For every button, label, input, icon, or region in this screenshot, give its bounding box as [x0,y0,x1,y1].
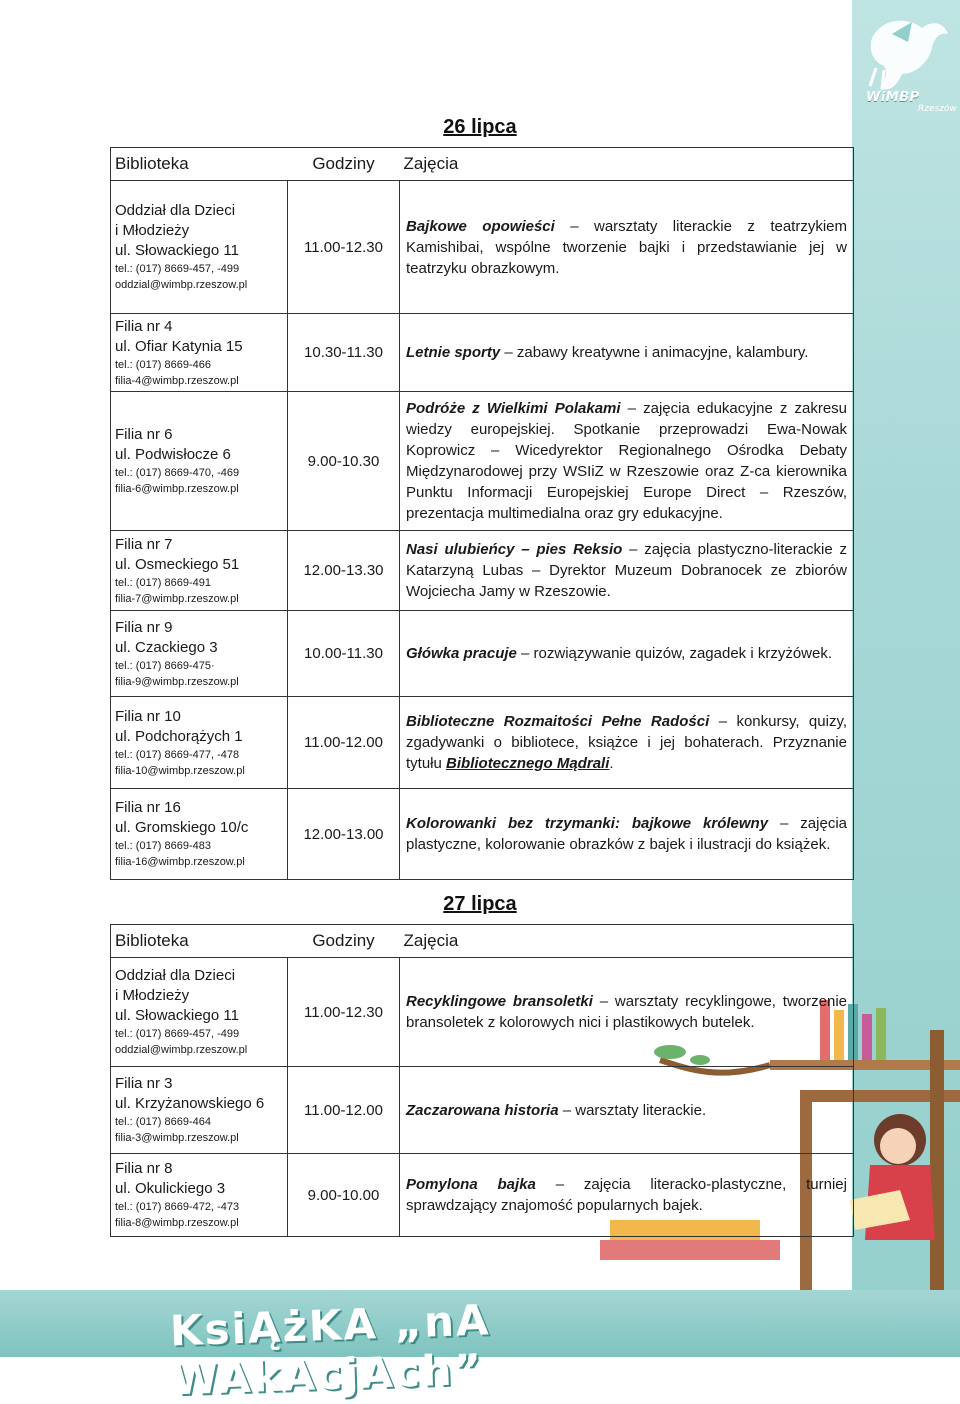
activity-title: Pomylona bajka [406,1176,536,1193]
library-email: filia-10@wimbp.rzeszow.pl [115,764,245,777]
hours-cell: 9.00-10.30 [288,392,400,531]
activity-title: Podróże z Wielkimi Polakami [406,400,621,417]
library-cell [111,789,288,880]
activity-desc: – zabawy kreatywne i animacyjne, kalambury. [500,344,809,361]
table-row [111,314,854,392]
library-email: filia-6@wimbp.rzeszow.pl [115,483,239,495]
library-name: Filia nr 4 [115,317,173,335]
activity-desc: – rozwiązywanie quizów, zagadek i krzyżówek. [516,645,833,662]
library-email: filia-16@wimbp.rzeszow.pl [115,856,245,868]
library-cell [111,697,288,789]
library-name: Oddział dla Dzieci [115,967,236,984]
library-cell [111,314,288,392]
table-row [111,181,854,314]
table-row [111,611,854,697]
activity-cell [400,958,854,1067]
table-row [111,789,854,880]
hours-cell: 11.00-12.00 [288,697,400,789]
header-activities: Zajęcia [400,925,854,958]
activity-cell [400,697,854,789]
activity-desc: – zajęcia literacko-plastyczne, turniej sprawdzający znajomość popularnych bajek. [406,1176,847,1214]
library-name: Filia nr 10 [115,707,181,725]
library-phone: tel.: (017) 8669-472, -473 [115,1201,240,1213]
library-name: Filia nr 3 [115,1075,173,1092]
library-email: filia-3@wimbp.rzeszow.pl [115,1132,239,1144]
library-cell [111,531,288,611]
library-address: ul. Gromskiego 10/c [115,819,249,836]
activity-desc: – warsztaty recyklingowe, tworzenie bransoletek z kolorowych nici i plastikowych butelek. [406,993,847,1031]
activity-desc: – warsztaty literackie z teatrzykiem Kamishibai, wspólne tworzenie bajki i przedstawianie jej w teatrzyku obrazkowym. [406,217,847,277]
activity-cell [400,531,854,611]
hours-cell: 12.00-13.30 [288,531,400,611]
header-hours: Godziny [288,148,400,181]
activity-title: Kolorowanki bez trzymanki: bajkowe królewny [406,815,769,832]
activity-cell [400,1067,854,1154]
table-row [111,392,854,531]
library-cell [111,958,288,1067]
library-name: Oddział dla Dzieci [115,202,236,219]
library-address: ul. Czackiego 3 [115,638,218,656]
activity-desc: – zajęcia edukacyjne z zakresu wiedzy europejskiej. Spotkanie przeprowadzi Ewa-Nowak Koprowicz – Wicedyrektor Regionalnego Ośrodka Debaty Międzynarodowej przy WSIiZ w Rzeszowie oraz Z-ca kierownika Punktu Informacji Europejskiej Europe Direct – Rzeszów, prezentacja multimedialna oraz gry edukacyjne. [406,400,848,522]
library-name-2: i Młodzieży [115,222,190,239]
activity-desc: – konkursy, quizy, zgadywanki o bibliotece, książce i jej bohaterach. Przyznanie tytułu [406,713,848,772]
library-phone: tel.: (017) 8669-464 [115,1116,212,1128]
library-name: Filia nr 16 [115,799,181,816]
hours-cell: 11.00-12.00 [288,1067,400,1154]
table-row [111,1067,854,1154]
library-phone: tel.: (017) 8669-466 [115,358,212,371]
day2-schedule-table [110,924,854,1237]
library-email: filia-4@wimbp.rzeszow.pl [115,374,239,387]
library-name: Filia nr 7 [115,535,173,553]
library-phone: tel.: (017) 8669-457, -499 [115,1028,240,1040]
hours-cell: 9.00-10.00 [288,1154,400,1237]
footer-title: KsiĄżKA „nA WAkAcjAch” [169,1295,492,1404]
hours-cell: 11.00-12.30 [288,181,400,314]
library-phone: tel.: (017) 8669-470, -469 [115,467,240,479]
header-hours: Godziny [288,925,400,958]
activity-cell [400,392,854,531]
hours-cell: 10.00-11.30 [288,611,400,697]
library-phone: tel.: (017) 8669-457, -499 [115,263,240,275]
activity-cell [400,611,854,697]
day1-title: 26 lipca [443,116,517,138]
hours-cell: 11.00-12.30 [288,958,400,1067]
activity-cell [400,314,854,392]
table-header-row [111,148,854,181]
library-name: Filia nr 8 [115,1160,173,1177]
library-address: ul. Słowackiego 11 [115,242,239,259]
activity-title: Bajkowe opowieści [406,217,555,235]
library-email: oddzial@wimbp.rzeszow.pl [115,279,248,291]
library-address: ul. Słowackiego 11 [115,1007,239,1024]
library-phone: tel.: (017) 8669-483 [115,840,212,852]
library-name-2: i Młodzieży [115,987,190,1004]
library-phone: tel.: (017) 8669-475· [115,659,215,672]
activity-title: Zaczarowana historia [406,1101,559,1119]
library-email: filia-9@wimbp.rzeszow.pl [115,675,239,688]
library-cell [111,1154,288,1237]
table-row [111,1154,854,1237]
activity-desc: – zajęcia plastyczne, kolorowanie obrazków z bajek i ilustracji do książek. [406,815,847,853]
hours-cell: 12.00-13.00 [288,789,400,880]
library-address: ul. Krzyżanowskiego 6 [115,1095,265,1112]
library-phone: tel.: (017) 8669-477, -478 [115,748,240,761]
library-cell [111,181,288,314]
library-name: Filia nr 9 [115,618,173,636]
header-library: Biblioteka [111,925,288,958]
table-header-row [111,925,854,958]
library-phone: tel.: (017) 8669-491 [115,576,212,589]
activity-desc: – zajęcia plastyczno-literackie z Katarzyną Lubas – Dyrektor Muzeum Dobranocek ze zbiorów Wojciecha Jamy w Rzeszowie. [406,541,847,600]
library-email: filia-7@wimbp.rzeszow.pl [115,592,239,605]
header-library: Biblioteka [111,148,288,181]
table-row [111,531,854,611]
library-cell [111,611,288,697]
activity-title: Nasi ulubieńcy – pies Reksio [406,541,623,558]
library-address: ul. Okulickiego 3 [115,1180,226,1197]
library-cell [111,392,288,531]
activity-desc-end: . [609,755,614,772]
activity-cell [400,1154,854,1237]
library-name: Filia nr 6 [115,426,173,443]
table-row [111,697,854,789]
logo-text: WiMBP [866,90,920,105]
logo-subtitle: Rzeszów [918,104,957,114]
library-email: filia-8@wimbp.rzeszow.pl [115,1217,239,1229]
activity-cell [400,789,854,880]
activity-title: Biblioteczne Rozmaitości Pełne Radości [406,713,710,730]
activity-cell [400,181,854,314]
day2-title: 27 lipca [443,893,517,915]
library-address: ul. Ofiar Katynia 15 [115,337,243,355]
activity-title: Letnie sporty [406,344,501,361]
library-address: ul. Podwisłocze 6 [115,446,231,463]
activity-title: Główka pracuje [406,645,517,662]
table-row [111,958,854,1067]
hours-cell: 10.30-11.30 [288,314,400,392]
library-address: ul. Osmeckiego 51 [115,555,240,573]
header-activities: Zajęcia [400,148,854,181]
day1-schedule-table [110,147,854,880]
library-email: oddzial@wimbp.rzeszow.pl [115,1044,248,1056]
library-address: ul. Podchorążych 1 [115,727,243,745]
library-cell [111,1067,288,1154]
activity-desc: – warsztaty literackie. [558,1101,707,1119]
activity-title: Recyklingowe bransoletki [406,993,593,1010]
activity-highlight: Bibliotecznego Mądrali [446,755,610,772]
